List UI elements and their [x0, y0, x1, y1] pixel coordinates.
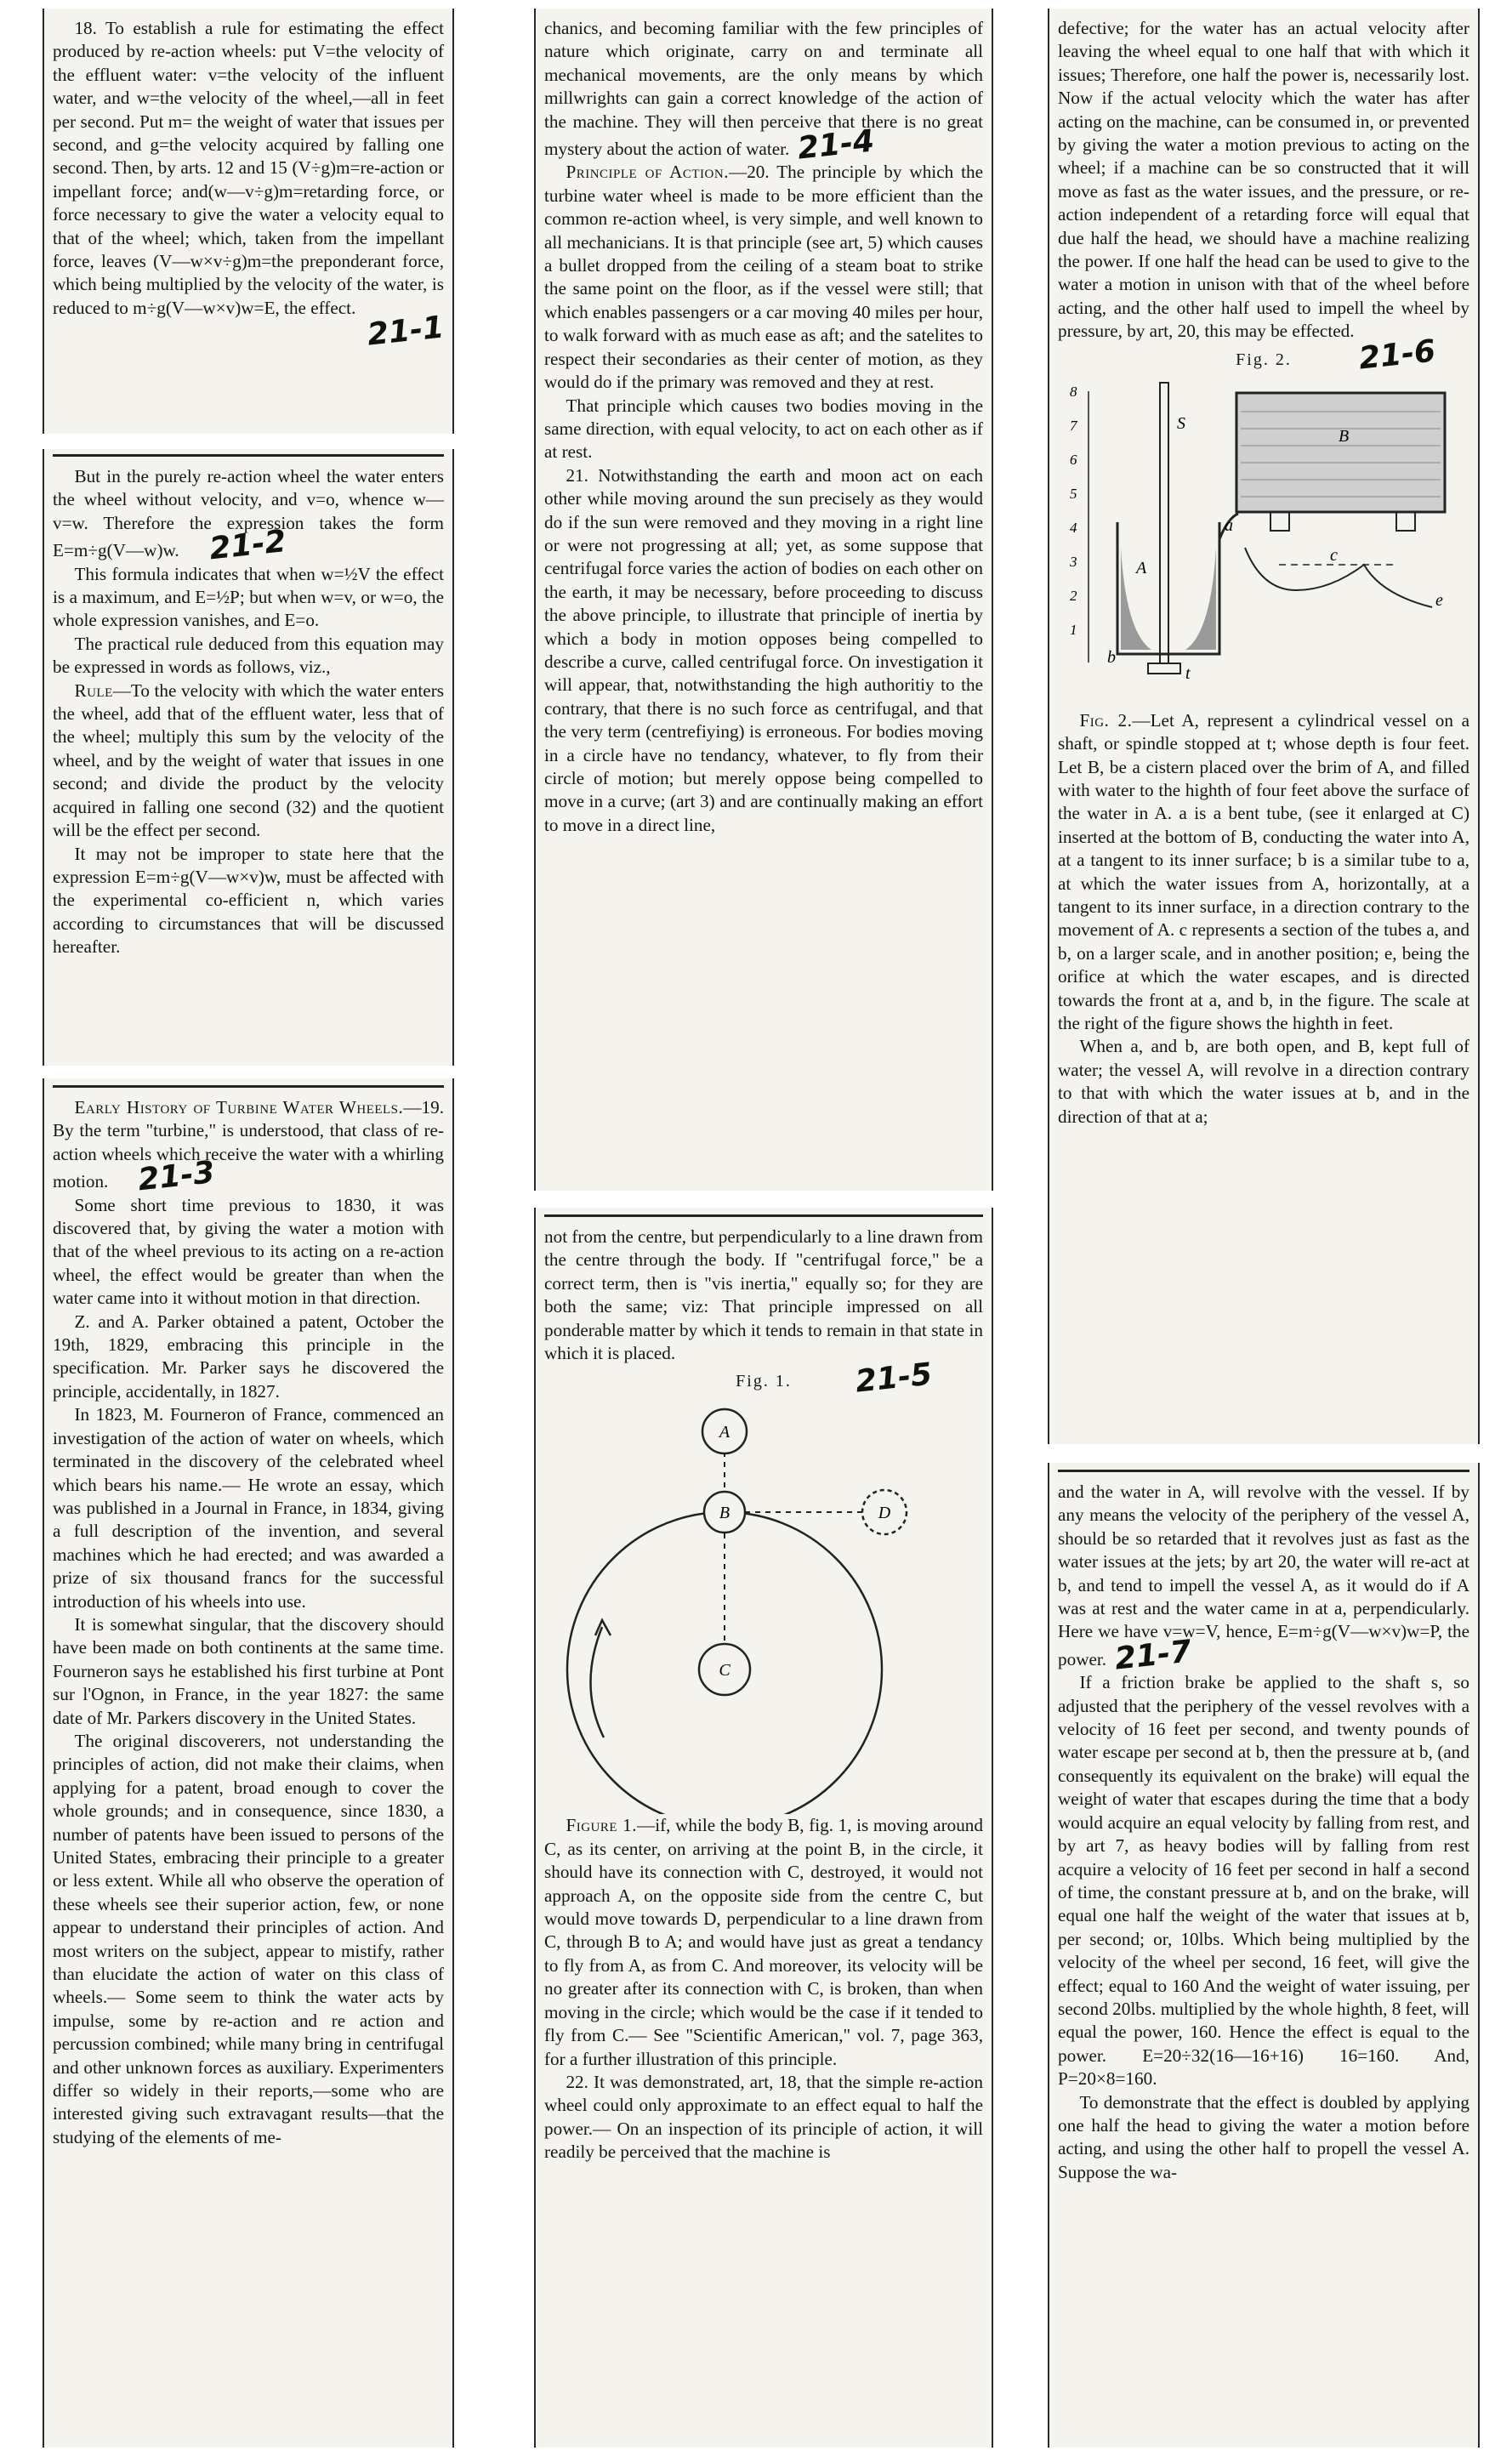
- clipping-top-rule: [544, 1214, 983, 1217]
- history-paragraph-5: It is somewhat singular, that the discovery should have been made on both continents at the same time. Fourneron says he established his first turbine at Pont sur l'Ognon, in France, in the year 1827: the same date of Mr. Parkers discovery in the United States.: [53, 1613, 444, 1728]
- fig2-scale-5: 5: [1070, 485, 1077, 502]
- fig2-scale-2: 2: [1070, 587, 1077, 604]
- clipping-early-history: [43, 1078, 454, 2448]
- fig1-label-b: B: [719, 1504, 730, 1523]
- brake-paragraph-2: If a friction brake be applied to the shaft s, so adjusted that the periphery of the vessel revolves with a velocity of 16 feet per second, and twenty pounds of water escape per second at b, then the pressure at b, (and consequently its equivalent on the brake) will equal the weight of water that escapes during the time that a body would acquire an equal velocity by falling from rest, and by art 7, as heavy bodies will by falling from rest acquire a velocity of 16 feet per second in half a second of time, the constant pressure at b, and on the brake, will equal one half the weight of the water that issues at b, per second; or, 10lbs. Which being multiplied by the velocity of the wheel per second, 16 feet, will give the effect; equal to 160 And the weight of water issuing, per second 20lbs. multiplied by the whole highth, 8 feet, will equal the power, 160. Hence the effect is equal to the power. E=20÷32(16—16+16) 16=160. And, P=20×8=160.: [1058, 1672, 1469, 2090]
- fig2-caption: Fig. 2.: [1236, 350, 1292, 369]
- fig2-label-s: S: [1177, 413, 1185, 433]
- brake-paragraph-1: and the water in A, will revolve with the vessel. If by any means the velocity of the periphery of the vessel A, should be so retarded that it revolves just as fast as the water issues at the jets; by art 20, the water will re-act at b, and tend to impell the vessel A, as it would do if A was at rest and the water came in at a, perpendicularly. Here we have v=w=V, hence, E=m÷g(V—w×v)w=P, the power. 21-7: [1058, 1482, 1469, 1677]
- fig2-caption-paragraph: Fig. 2.—Let A, represent a cylindrical vessel on a shaft, or spindle stopped at t; whose depth is four feet. Let B, be a cistern placed over the brim of A, and filled with water to the highth of four feet above the surface of the water in A. a is a bent tube, (see it enlarged at C) inserted at the bottom of B, conducting the water into A, at a tangent to its inner surface; b is a similar tube to a, at which the water issues from A, horizontally, at a tangent to its inner surface, in a direction contrary to the movement of A. c represents a section of the tubes a, and b, on a larger scale, and in another position; e, being the orifice at which the water escapes, and is directed towards the front at a, and b, in the figure. The scale at the right of the figure shows the highth in feet.: [1058, 709, 1469, 1033]
- principle-heading: Principle of Action.: [566, 162, 729, 183]
- fig2-scale-1: 1: [1070, 621, 1077, 638]
- fig1-paragraph-3: 22. It was demonstrated, art, 18, that the simple re-action wheel could only approximate to an effect equal to half the power.— On an inspection of its principle of action, it will readily be perceived that the machine is: [544, 2071, 983, 2163]
- fig2-label-b: B: [1339, 426, 1350, 446]
- rule-label: Rule: [74, 680, 113, 701]
- reaction-paragraph-5: It may not be improper to state here that the expression E=m÷g(V—w×v)w, must be affected with the experimental co-efficient n, which varies according to circumstances that will be discussed hereafter.: [53, 843, 444, 958]
- fig2-scale-3: 3: [1070, 553, 1077, 570]
- clipping-top-rule: [53, 454, 444, 457]
- handwritten-tag-21-4: 21-4: [796, 123, 877, 167]
- history-paragraph-4: In 1823, M. Fourneron of France, commenced an investigation of the action of water on wheels, which terminated in the discovery of the celebrated wheel which bears his name.— He wrote an essay, which was published in a Journal in France, in 1834, giving a full description of the invention, and several machines which he had erected; and was awarded a prize of six thousand francs for the successful introduction of his wheels into use.: [53, 1404, 444, 1612]
- rule-paragraph: Rule—To the velocity with which the water enters the wheel, add that of the effluent water, less that of the wheel; multiply this sum by the velocity of the wheel, and by the weight of water that issues in one second; and divide the product by the velocity acquired in falling one second (32) and the quotient will be the effect per second.: [53, 680, 444, 841]
- article-18-text: 18. To establish a rule for estimating the effect produced by re-action wheels: put V=the velocity of the effluent water: v=the velocity of the influent water, and w=the velocity of the wheel,—all in feet per second. Put m= the weight of water that issues per second, and g=the velocity acquired by falling one second. Then, by arts. 12 and 15 (V÷g)m=re-action or impellant force; and(w—v÷g)m=retarding force, or force necessary to give the water a velocity equal to that of the wheel; which, taken from the impellant force, leaves (V—w×v÷g)m=the preponderant force, which being multiplied by the velocity of the water, is reduced to m÷g(V—w×v)w=E, the effect.: [53, 18, 444, 318]
- reaction-paragraph-3: The practical rule deduced from this equation may be expressed in words as follows, viz.,: [53, 633, 444, 678]
- fig1-caption-paragraph: Figure 1.—if, while the body B, fig. 1, is moving around C, as its center, on arriving at the point B, in the circle, it should have its connection with C, destroyed, it would not approach A, on the opposite side from the centre C, but would move towards D, perpendicular to a line drawn from C, through B to A; and would have just as great a tendancy to fly from A, as from C. And moreover, its velocity will be no greater after its connection with C, is broken, than when moving in the circle; which would be the case if it tended to fly from C.— See "Scientific American," vol. 7, page 363, for a further illustration of this principle.: [544, 1815, 983, 2069]
- clipping-top-rule: [1058, 1470, 1469, 1472]
- fig2-scale-4: 4: [1070, 519, 1077, 536]
- clipping-reaction-wheel: [43, 449, 454, 1066]
- reaction-paragraph-1: But in the purely re-action wheel the water enters the wheel without velocity, and v=o, whence w—v=w. Therefore the expression takes the form E=m÷g(V—w)w. 21-2: [53, 466, 444, 567]
- handwritten-tag-21-1: 21-1: [365, 310, 446, 353]
- clipping-friction-brake: [1048, 1463, 1480, 2448]
- fig1-rotation-arrow: [590, 1627, 604, 1738]
- fig2-paragraph-3: When a, and b, are both open, and B, kept full of water; the vessel A, will revolve in a direction contrary to that with which the water issues at b, and in the direction of that at a;: [1058, 1036, 1469, 1127]
- history-paragraph-2: Some short time previous to 1830, it was discovered that, by giving the water a motion with that of the wheel previous to its acting on a re-action wheel, the effect would be greater than when the water came into it without motion in that direction.: [53, 1194, 444, 1309]
- fig2-label-e: e: [1435, 590, 1443, 610]
- history-paragraph-1: Early History of Turbine Water Wheels.—19. By the term "turbine," is understood, that class of re-action wheels which receive the water with a whirling motion. 21-3: [53, 1097, 444, 1198]
- principle-paragraph-1: chanics, and becoming familiar with the few principles of nature which originate, carry on and terminate all mechanical movements, are the only means by which millwrights can gain a correct knowledge of the action of the machine. They will then perceive that there is no great mystery about the action of water. 21-4: [544, 18, 983, 167]
- fig2-caption-head: Fig. 2.: [1079, 709, 1133, 731]
- clipping-figure-2: [1048, 9, 1480, 1444]
- brake-paragraph-3: To demonstrate that the effect is doubled by applying one half the head to giving the water a motion before acting, and using the other half to propell the vessel A. Suppose the wa-: [1058, 2091, 1469, 2182]
- principle-paragraph-3: That principle which causes two bodies moving in the same direction, with equal velocity, to act on each other as if at rest.: [544, 395, 983, 463]
- fig2-scale-6: 6: [1070, 451, 1077, 468]
- principle-paragraph-4: 21. Notwithstanding the earth and moon act on each other while moving around the sun precisely as they would do if the sun were removed and they moving in a right line or were not progressing at all; yet, as some suppose that centrifugal force varies the action of bodies on each other on the earth, it may be necessary, before proceeding to discuss the above principle, to illustrate that principle of inertia by which a body in motion opposes being compelled to describe a curve, called centrifugal force. On investigation it will appear, that, notwithstanding the high authoritiy to the contrary, that there is no such force as centrifugal, and that the very term (centrefiying) is erroneous. For bodies moving in a circle have no tendancy, whatever, to fly from their circle of motion; but merely oppose being compelled to move in a curve; (art 3) and are continually making an effort to move in a direct line,: [544, 464, 983, 835]
- clipping-figure-1: [534, 1208, 993, 2448]
- handwritten-tag-21-5: 21-5: [853, 1356, 934, 1401]
- clipping-top-rule: [53, 1085, 444, 1088]
- handwritten-tag-21-3: 21-3: [136, 1155, 217, 1198]
- fig2-label-a: A: [1136, 558, 1147, 577]
- fig2-label-c: c: [1330, 545, 1338, 565]
- handwritten-tag-21-7: 21-7: [1113, 1634, 1194, 1677]
- fig2-shaft-s: [1160, 383, 1168, 663]
- fig2-height-scale: [1069, 384, 1078, 638]
- fig2-label-t: t: [1185, 663, 1191, 683]
- fig1-label-c: C: [719, 1661, 730, 1681]
- fig1-label-a: A: [719, 1423, 730, 1442]
- clipping-article-18: [43, 9, 454, 434]
- fig2-scale-7: 7: [1070, 417, 1077, 434]
- fig2-label-b-tube: b: [1107, 647, 1116, 667]
- clipping-principle-of-action: [534, 9, 993, 1191]
- fig2-cistern-b: [1236, 393, 1445, 512]
- fig1-label-d: D: [878, 1504, 891, 1523]
- fig1-caption-head: Figure 1.: [566, 1815, 638, 1836]
- fig2-paragraph-1: defective; for the water has an actual velocity after leaving the wheel equal to one half that with which it issues; Therefore, one half the power is, necessarily lost. Now if the actual velocity which the water has after acting on the machine, can be consumed in, or prevented by giving the water a motion previous to acting on the wheel; if a machine can be so constructed that it will move as fast as the water issues, and the pressure, or re-action independent of a retarding force will equal that due half the head, we should have a machine realizing the power. If one half the head can be used to give to the water a motion in unison with that of the wheel before acting, and the other half used to impell the wheel by pressure, by art, 20, this may be effected.: [1058, 18, 1469, 342]
- history-paragraph-6: The original discoverers, not understanding the principles of action, did not make their claims, when applying for a patent, broad enough to cover the whole grounds; and in consequence, since 1830, a number of patents have been issued to persons of the United States, embracing their principle to a greater or less extent. While all who observe the operation of these wheels see their superior action, few, or none appear to understand their principles of action. And most writers on the subject, appear to mistify, rather than elucidate the action of water on this class of wheels.— Some seem to think the water acts by impulse, some by re-action and re action and percussion combined; while many bring in centrifugal and other unknown forces as auxiliary. Experimenters differ so widely in their reports,—some who are interested giving such extravagant results—that the studying of the elements of me-: [53, 1730, 444, 2147]
- history-heading: Early History of Turbine Water Wheels.: [74, 1097, 404, 1118]
- fig1-paragraph-1: not from the centre, but perpendicularly to a line drawn from the centre through the body. If "centrifugal force," be a correct term, then is "vis inertia," equally so; for they are both the same; viz: That principle impressed on all ponderable matter by which it tends to remain in that state in which it is placed.: [544, 1226, 983, 1364]
- history-paragraph-3: Z. and A. Parker obtained a patent, October the 19th, 1829, embracing this principle in the specification. Mr. Parker says he discovered the principle, accidentally, in 1827.: [53, 1311, 444, 1402]
- handwritten-tag-21-6: 21-6: [1356, 333, 1437, 377]
- fig2-scale-8: 8: [1070, 383, 1077, 400]
- fig2-label-a-tube: a: [1225, 515, 1233, 535]
- principle-paragraph-2: Principle of Action.—20. The principle by which the turbine water wheel is made to be more efficient than the common re-action wheel, is very simple, and well known to all mechanicians. It is that principle (see art, 5) which causes a bullet dropped from the ceiling of a steam boat to strike the same point on the floor, as if the vessel were still; that which enables passengers or a car moving 40 miles per hour, to walk forward with as much ease as aft; and the satelites to respect their secondaries as their center of motion, as they would do if the primary was removed and they at rest.: [544, 162, 983, 393]
- figure-2-diagram: [1058, 378, 1469, 709]
- fig2-tube-section-c: [1245, 545, 1432, 607]
- handwritten-tag-21-2: 21-2: [207, 524, 288, 567]
- fig1-caption: Fig. 1.: [736, 1372, 792, 1391]
- reaction-paragraph-2: This formula indicates that when w=½V the effect is a maximum, and E=½P; but when w=v, or w=o, the whole expression vanishes, and E=o.: [53, 563, 444, 631]
- figure-1-diagram: [544, 1397, 983, 1814]
